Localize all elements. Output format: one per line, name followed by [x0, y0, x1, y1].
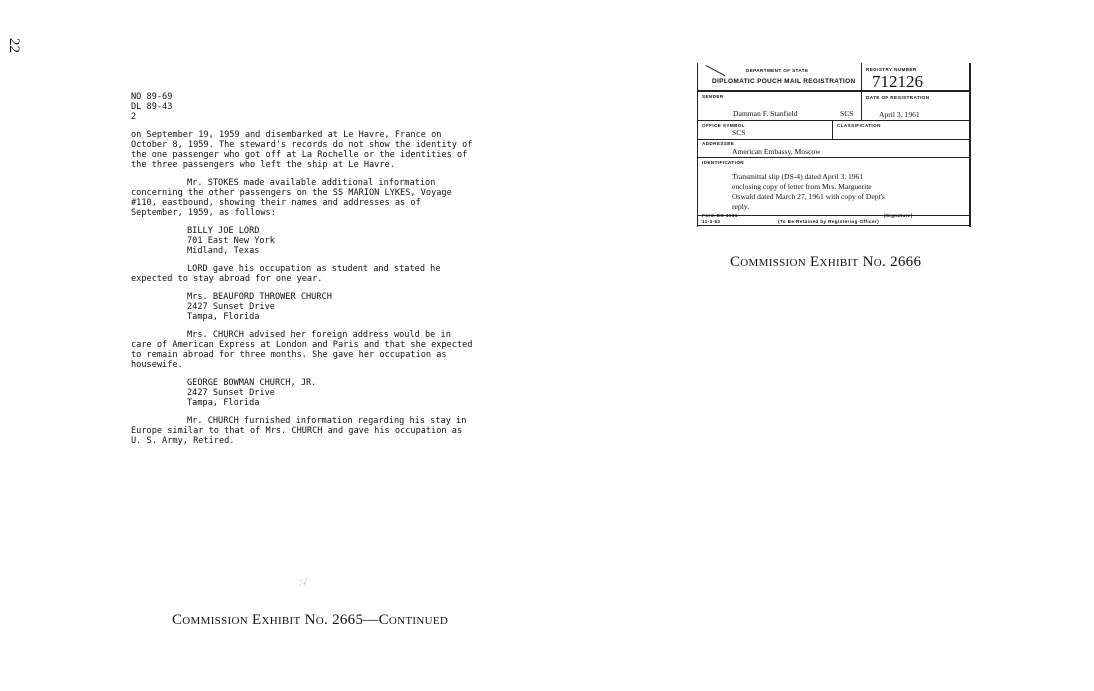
exhibit-caption: Commission Exhibit No. 2665—Continued: [172, 612, 449, 628]
form-diagonal-mark: [706, 65, 726, 76]
form-date: 11-3-53: [702, 219, 721, 224]
form-border-right: [969, 63, 971, 227]
form-rule: [697, 157, 969, 158]
identification-line: reply.: [732, 202, 750, 211]
passenger-entry: [187, 378, 476, 408]
form-rule: [697, 120, 969, 121]
memo-paragraph: LORD gave his occupation as student and stated he expected to stay abroad for one year.: [131, 264, 441, 284]
form-rule: [697, 139, 969, 140]
date-label: DATE OF REGISTRATION: [866, 95, 930, 100]
sender-label: SENDER: [702, 94, 724, 99]
form-number: Form DS-1931: [702, 213, 738, 218]
passenger-address: 2427 Sunset Drive: [187, 388, 275, 398]
passenger-city: Tampa, Florida: [187, 398, 260, 408]
addressee-label: ADDRESSEE: [702, 141, 735, 146]
retained-note: (To Be Retained by Registering Officer): [778, 219, 880, 224]
identification-line: enclosing copy of letter from Mrs. Marguerite: [732, 182, 872, 191]
passenger-address: 2427 Sunset Drive: [187, 302, 275, 312]
form-divider: [832, 121, 833, 140]
passenger-address: 701 East New York: [187, 236, 275, 246]
fbi-memo: [131, 92, 476, 454]
registry-number-label: REGISTRY NUMBER: [866, 67, 917, 72]
classification-label: CLASSIFICATION: [837, 123, 881, 128]
memo-page-number: 2: [131, 112, 137, 122]
memo-header: [131, 92, 476, 122]
memo-paragraph: Mrs. CHURCH advised her foreign address would be in care of American Express at London and Paris and that she expected to remain abroad for three months. She gave her occupation as housewife.: [131, 330, 473, 370]
memo-paragraph: Mr. STOKES made available additional information concerning the other passengers on the SS MARION LYKES, Voyage #110, eastbound, showing their names and addresses as of September, 1959, as follows:: [131, 178, 452, 218]
identification-label: IDENTIFICATION: [702, 160, 745, 165]
identification-line: Oswald dated March 27, 1961 with copy of Dept's: [732, 192, 886, 201]
sender-value: Damman F. Stanfield: [733, 109, 798, 118]
signature-label: (Signature): [884, 213, 913, 218]
form-title: DIPLOMATIC POUCH MAIL REGISTRATION: [712, 78, 856, 85]
page-number: 22: [6, 38, 22, 53]
passenger-entry: [187, 226, 476, 256]
department-label: DEPARTMENT OF STATE: [746, 68, 809, 73]
exhibit-caption: Commission Exhibit No. 2666: [730, 254, 922, 270]
ink-smudge-mark: ∴⁄: [296, 575, 309, 591]
identification-line: Transmittal slip (DS-4) dated April 3, 1961: [732, 172, 864, 181]
memo-paragraph: on September 19, 1959 and disembarked at Le Havre, France on October 8, 1959. The steward's records do not show the identity of the one passenger who got off at La Rochelle or the identities of the three passengers who left the ship at Le Havre.: [131, 130, 473, 170]
form-rule: [697, 225, 969, 226]
file-number: NO 89-69: [131, 92, 173, 102]
passenger-name: GEORGE BOWMAN CHURCH, JR.: [187, 378, 317, 388]
pouch-registration-form: [694, 63, 970, 227]
form-rule: [697, 90, 969, 92]
passenger-name: BILLY JOE LORD: [187, 226, 260, 236]
office-symbol-label: OFFICE SYMBOL: [702, 123, 745, 128]
registry-number: 712126: [872, 72, 923, 91]
file-number: DL 89-43: [131, 102, 173, 112]
office-symbol-value: SCS: [732, 128, 746, 137]
date-value: April 3, 1961: [879, 110, 920, 119]
passenger-city: Tampa, Florida: [187, 312, 260, 322]
memo-paragraph: Mr. CHURCH furnished information regarding his stay in Europe similar to that of Mrs. CHURCH and gave his occupation as U. S. Army, Retired.: [131, 416, 467, 446]
passenger-city: Midland, Texas: [187, 246, 260, 256]
passenger-entry: [187, 292, 476, 322]
form-border-left: [697, 63, 698, 227]
form-divider: [861, 91, 862, 121]
form-divider: [861, 63, 862, 91]
passenger-name: Mrs. BEAUFORD THROWER CHURCH: [187, 292, 332, 302]
sender-code: SCS: [840, 109, 854, 118]
addressee-value: American Embassy, Moscow: [732, 147, 821, 156]
